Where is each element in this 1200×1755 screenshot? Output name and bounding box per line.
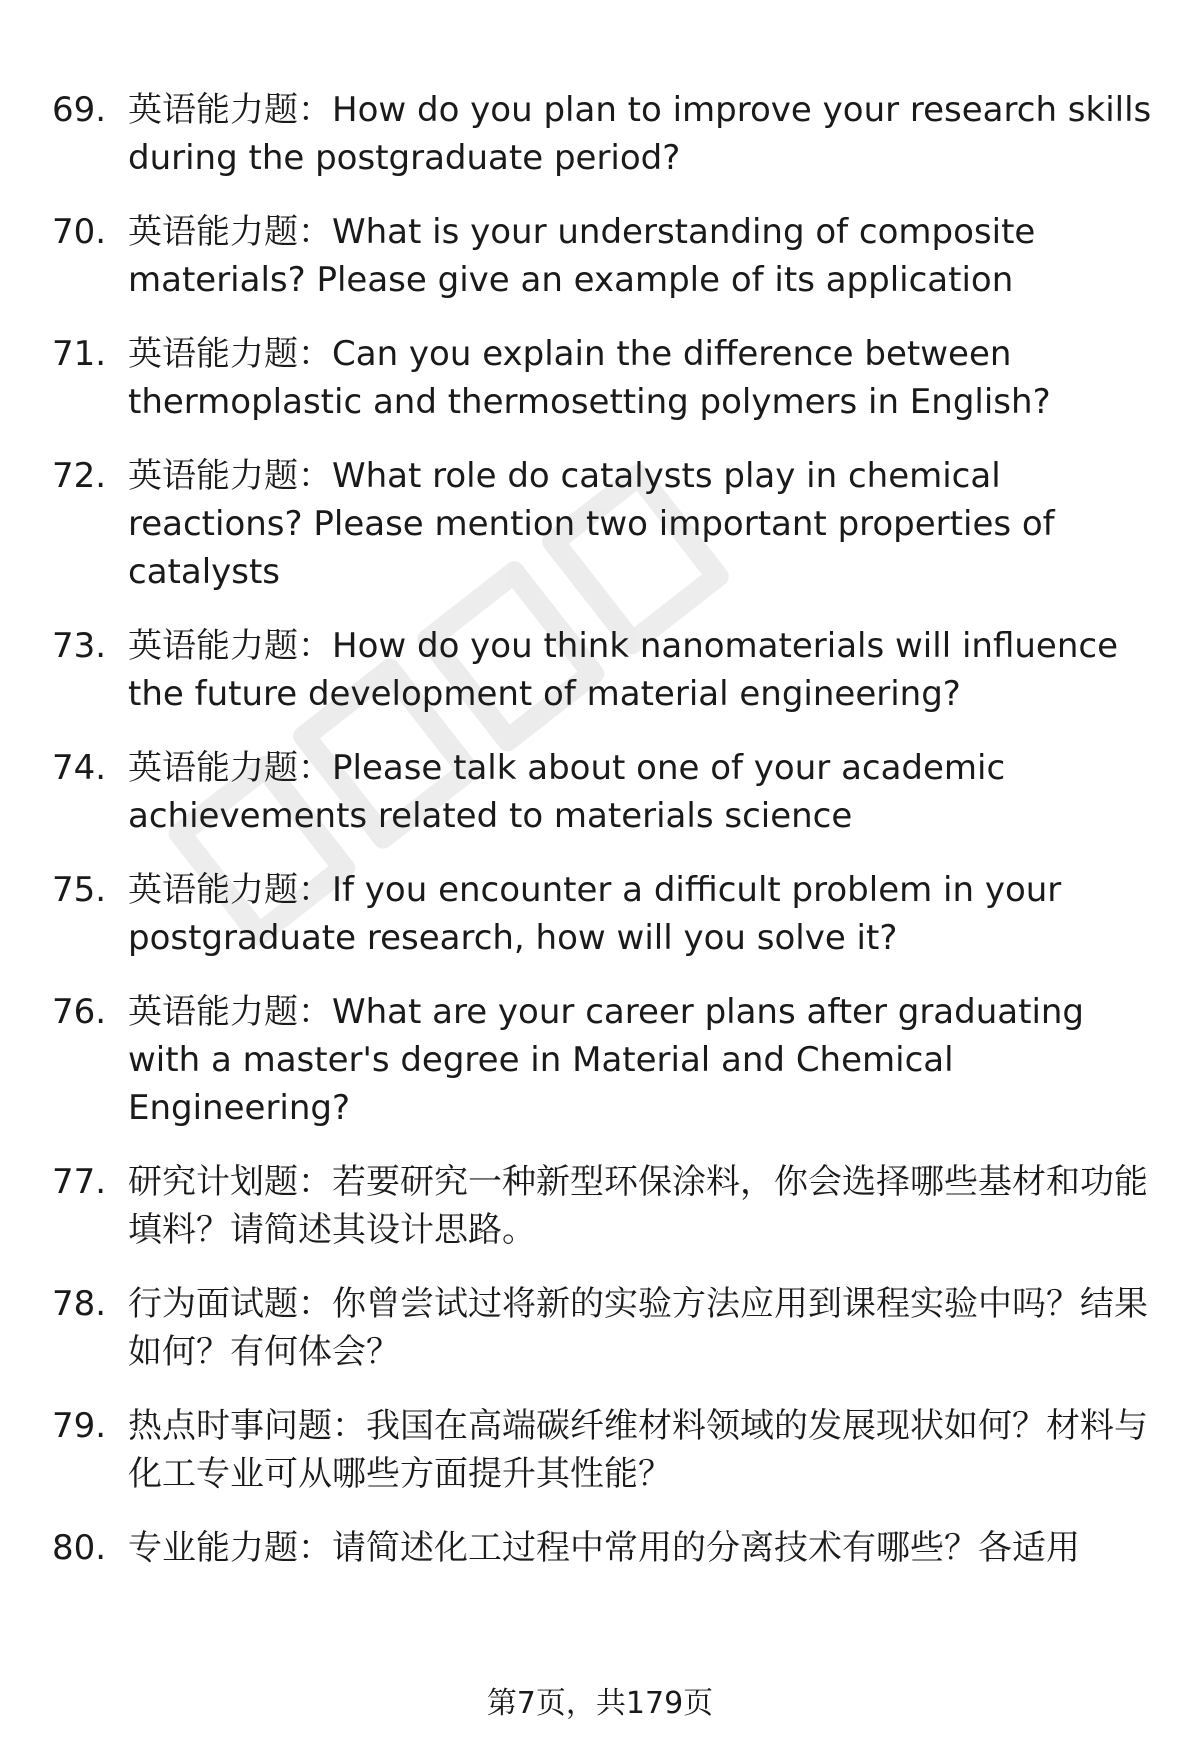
- question-number: 80.: [52, 1528, 107, 1568]
- question-text: 英语能力题：Please talk about one of your academic achievements related to materials science: [128, 748, 1006, 836]
- question-text: 英语能力题：Can you explain the difference between thermoplastic and thermosetting polymers in English?: [128, 334, 1051, 422]
- question-item: [52, 988, 1162, 1132]
- question-number: 71.: [52, 334, 107, 374]
- question-number: 73.: [52, 626, 107, 666]
- question-item: [52, 452, 1162, 596]
- question-item: [52, 1402, 1162, 1498]
- question-number: 78.: [52, 1284, 107, 1324]
- question-item: [52, 1158, 1162, 1254]
- question-number: 79.: [52, 1406, 107, 1446]
- question-text: 英语能力题：What role do catalysts play in chemical reactions? Please mention two important properties of catalysts: [128, 456, 1055, 592]
- question-item: [52, 1524, 1162, 1572]
- question-item: [52, 208, 1162, 304]
- question-text: 英语能力题：How do you plan to improve your research skills during the postgraduate period?: [128, 90, 1152, 178]
- question-text: 专业能力题：请简述化工过程中常用的分离技术有哪些？各适用: [128, 1528, 1080, 1568]
- question-number: 70.: [52, 212, 107, 252]
- question-item: [52, 744, 1162, 840]
- question-text: 英语能力题：How do you think nanomaterials will influence the future development of material engineering?: [128, 626, 1118, 714]
- question-item: [52, 622, 1162, 718]
- question-number: 72.: [52, 456, 107, 496]
- question-number: 74.: [52, 748, 107, 788]
- question-number: 76.: [52, 992, 107, 1032]
- question-text: 英语能力题：What is your understanding of composite materials? Please give an example of its application: [128, 212, 1036, 300]
- question-number: 77.: [52, 1162, 107, 1202]
- question-text: 热点时事问题：我国在高端碳纤维材料领域的发展现状如何？材料与化工专业可从哪些方面提升其性能？: [128, 1406, 1148, 1494]
- question-number: 69.: [52, 90, 107, 130]
- question-item: [52, 330, 1162, 426]
- question-text: 英语能力题：What are your career plans after graduating with a master's degree in Material and Chemical Engineering?: [128, 992, 1085, 1128]
- question-text: 行为面试题：你曾尝试过将新的实验方法应用到课程实验中吗？结果如何？有何体会？: [128, 1284, 1148, 1372]
- question-text: 研究计划题：若要研究一种新型环保涂料，你会选择哪些基材和功能填料？请简述其设计思路。: [128, 1162, 1148, 1250]
- question-item: [52, 866, 1162, 962]
- question-text: 英语能力题：If you encounter a difficult problem in your postgraduate research, how will you solve it?: [128, 870, 1062, 958]
- question-item: [52, 1280, 1162, 1376]
- question-number: 75.: [52, 870, 107, 910]
- question-list: [52, 60, 1162, 1572]
- page-footer: 第7页，共179页: [486, 1686, 714, 1721]
- question-item: [52, 86, 1162, 182]
